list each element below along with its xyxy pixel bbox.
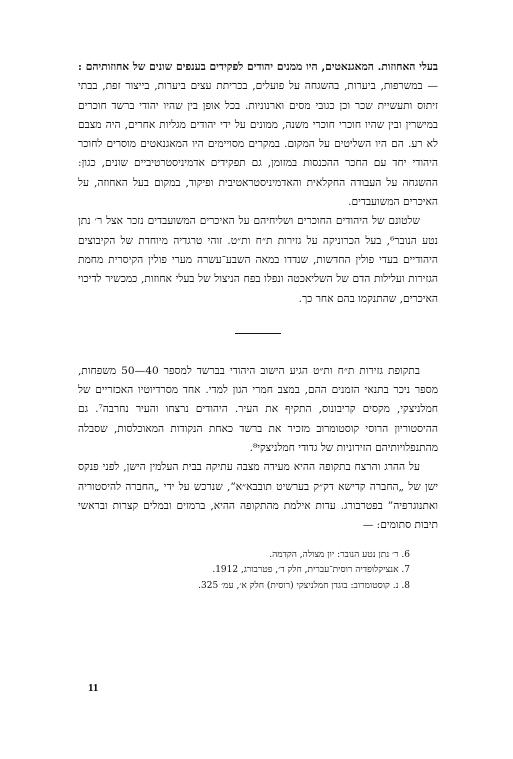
paragraph-1 [78,58,438,212]
page-number: 11 [88,682,99,694]
paragraph-4: על ההרג והרצח בתקופה ההיא מעידה מצבה עתיקה בבית העלמין הישן, לפני פנקס ישן של „החברה קדישא דק״ק בערשיט תובבא״א”, שנרכש על ידי „החברה להיסטוריה ואתנוגרפיה” בפטרבורג. עדות אילמת מהתקופה ההיא, ברמזים ובמלים קצרות ובראשי תיבות סתומים: — [78,461,438,532]
footnote-number: 7. [401,565,410,576]
footnote-number: 6. [401,549,410,560]
section-divider [235,333,281,334]
footnotes [78,548,438,595]
footnote [78,563,410,579]
footnote-text: אנציקלופדיה רוסית־עברית, חלק ד׳, פטרבורג, 1912. [212,565,399,576]
paragraph-3: בתקופת גזירות ת״ח ות״ט הגיע הישוב היהודי בברשד למספר 40—50 משפחות, מספר ניכר בתנאי הזמנים ההם, במצב חמרי הגון למדי. אחד מסרדיוטיו האכזריים של חמלניצקי, מקסים קריבונוס, התקיף את העיר. היהודים נרצחו והעיר נחרבה⁷. גם ההיסטוריון הרוסי קוסטומרוב מזכיר את ברשד כאחת הנקודות המאוכלסות, שסבלה מהתנפלויותיהם הזידוניות של גדודי חמלניצקי⁸. [78,364,439,455]
footnote [78,548,410,564]
paragraph-1-lead: בעלי האחוזות. המאגנאטים, היו ממנים יהודים לפקידים בענפים שונים של אחוזותיהם : [78,61,438,73]
footnote-number: 8. [401,580,410,591]
footnote-text: ר׳ נתן נטע הנובר: יון מצולה, הקדמה. [269,549,399,560]
paragraph-2: שלטונם של היהודים החוכרים ושליחיהם על האיכרים המשועבדים נזכר אצל ר׳ נתן נטע הנובר⁶, בעל הכרוניקה על גזירות ת״ח ות״ט. זוהי טרגדיה מיוחדת של הקיבוצים היהודיים בעדי פולין החדשות, שנדדו במאה השבע־עשרה מערי פולין הקיסרית מחמת הגזירות ועלילות הדם של השליאכטה ונפלו בפח הניצול של בעלי אחוזות, כמכשיר לדיכוי האיכרים, שהתנקמו בהם אחר כך. [78,215,439,305]
footnote [78,579,410,595]
footnote-text: נ. קוסטומרוב: בוגדן חמלניצקי (רוסית) חלק א׳, עמ׳ 325. [198,580,399,591]
page-body [78,58,438,594]
paragraph-1-text: — במשרפות, ביערות, בהשגחה על פועלים, בכריתת עצים ביערות, בייצור זפת, בבתי זיתוס ותעשיית שכר וכן כגובי מסים וארנוניות. בכל אופן בין שהיו יהודי ברשד חוכרים במישרין ובין שהיו חוכרי חוכרי משנה, ממונים על ידי יהודים מגליות אחרים, היה מצבם לא רע. הם היו השליטים על המקום. במקרים מסויימים היו המאגנאטים מוסרים לחוכר היהודי יחד עם החכר ההכנסות במזומן, גם תפקידים אדמיניסטרטיביים שונים, כגון: ההשגחה על העבודה החקלאית והאדמיניסטראטיבית ופיקוד, במקום בעל האחוזה, על האיכרים המשועבדים. [78,80,438,209]
